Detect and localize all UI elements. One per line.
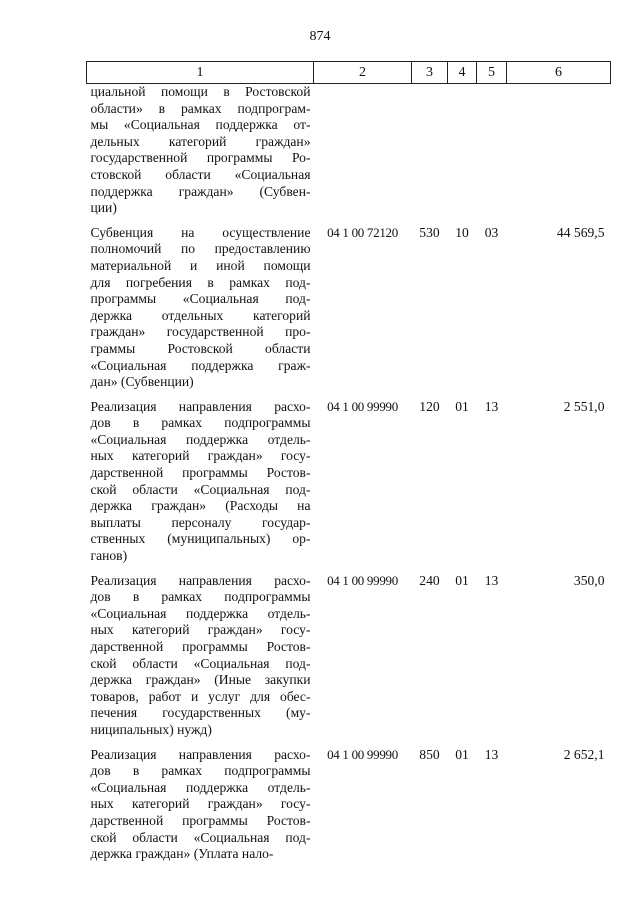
row-amount: 2 551,0	[563, 398, 605, 414]
description-line: дарственной программы Ростов-	[90, 639, 311, 654]
row-expense-type: 120	[419, 398, 440, 414]
row-section: 01	[455, 572, 469, 588]
description-line: ской области «Социальная под-	[90, 481, 311, 497]
description-line: «Социальная поддержка отдель-	[90, 605, 311, 621]
description-line: ской области «Социальная под-	[90, 829, 311, 845]
description-line: стовской области «Социальная	[90, 166, 311, 182]
row-target-code: 04 1 00 72120	[327, 224, 398, 240]
description-line: Реализация направления расхо-	[90, 746, 311, 762]
column-header-pr: 5	[477, 62, 507, 84]
column-header-vr: 3	[412, 62, 448, 84]
description-line: «Социальная поддержка отдель-	[90, 779, 311, 795]
description-line: ской области «Социальная под-	[90, 655, 311, 671]
description-line: выплаты персоналу государ-	[90, 514, 311, 530]
row-subsection	[477, 84, 507, 217]
description-line: дов в рамках подпрограммы	[90, 415, 311, 431]
description-line: области» в рамках подпрограм-	[90, 100, 311, 116]
description-line: для погребения в рамках под-	[90, 274, 311, 290]
row-description	[87, 217, 314, 391]
description-line: дов в рамках подпрограммы	[90, 589, 311, 605]
table-row	[87, 739, 611, 863]
row-expense-type: 850	[419, 746, 440, 762]
description-line: ных категорий граждан» госу-	[90, 622, 311, 638]
description-line: дарственной программы Ростов-	[90, 812, 311, 828]
row-description	[87, 565, 314, 739]
row-subsection: 13	[484, 746, 499, 762]
description-line: товаров, работ и услуг для обес-	[90, 688, 311, 704]
row-amount	[507, 84, 611, 217]
description-line: держка граждан» (Уплата нало-	[90, 846, 274, 862]
row-amount: 350,0	[573, 572, 605, 588]
row-section: 10	[455, 224, 469, 240]
description-line: ных категорий граждан» госу-	[90, 796, 311, 812]
description-line: дан» (Субвенции)	[90, 374, 194, 390]
row-expense-type	[412, 84, 448, 217]
description-line: дельных категорий граждан»	[90, 133, 311, 149]
description-line: печения государственных (му-	[90, 705, 311, 721]
row-expense-type: 530	[419, 224, 440, 240]
table-row	[87, 217, 611, 391]
row-section: 01	[455, 398, 469, 414]
column-header-amount: 6	[507, 62, 611, 84]
column-header-rz: 4	[448, 62, 477, 84]
description-line: ганов)	[90, 548, 128, 564]
row-amount: 44 569,5	[556, 224, 605, 240]
description-line: держка отдельных категорий	[90, 307, 311, 323]
row-subsection: 13	[484, 398, 499, 414]
row-expense-type: 240	[419, 572, 440, 588]
description-line: граммы Ростовской области	[90, 340, 311, 356]
description-line: мы «Социальная поддержка от-	[90, 117, 311, 133]
row-target-code: 04 1 00 99990	[327, 746, 398, 762]
column-header-code: 2	[314, 62, 412, 84]
description-line: ных категорий граждан» госу-	[90, 448, 311, 464]
description-line: ции)	[90, 200, 117, 216]
description-line: дов в рамках подпрограммы	[90, 763, 311, 779]
description-line: «Социальная поддержка граж-	[90, 357, 311, 373]
description-line: ниципальных) нужд)	[90, 721, 212, 737]
row-subsection: 03	[484, 224, 499, 240]
description-line: дарственной программы Ростов-	[90, 465, 311, 481]
description-line: циальной помощи в Ростовской	[90, 84, 311, 99]
description-line: поддержка граждан» (Субвен-	[90, 183, 311, 199]
description-line: программы «Социальная под-	[90, 291, 311, 307]
description-line: Реализация направления расхо-	[90, 398, 311, 414]
description-line: Субвенция на осуществление	[90, 224, 311, 240]
description-line: граждан» государственной про-	[90, 324, 311, 340]
row-target-code: 04 1 00 99990	[327, 572, 398, 588]
row-description	[87, 391, 314, 565]
description-line: материальной и иной помощи	[90, 257, 311, 273]
table-row	[87, 84, 611, 217]
row-description	[87, 739, 314, 863]
row-section	[448, 84, 477, 217]
column-header-description: 1	[87, 62, 314, 84]
row-target-code	[314, 84, 412, 217]
description-line: Реализация направления расхо-	[90, 572, 311, 588]
description-line: полномочий по предоставлению	[90, 241, 311, 257]
description-line: держка граждан» (Расходы на	[90, 498, 311, 514]
table-row	[87, 565, 611, 739]
row-amount: 2 652,1	[563, 746, 605, 762]
column-number-header-row	[87, 62, 611, 84]
row-target-code: 04 1 00 99990	[327, 398, 398, 414]
row-description	[87, 84, 314, 217]
description-line: ственных (муниципальных) ор-	[90, 531, 311, 547]
description-line: «Социальная поддержка отдель-	[90, 431, 311, 447]
row-subsection: 13	[484, 572, 499, 588]
page-number: 874	[309, 29, 331, 44]
description-line: держка граждан» (Иные закупки	[90, 672, 311, 688]
table-row	[87, 391, 611, 565]
description-line: государственной программы Ро-	[90, 150, 311, 166]
row-section: 01	[455, 746, 469, 762]
budget-table	[86, 61, 611, 863]
